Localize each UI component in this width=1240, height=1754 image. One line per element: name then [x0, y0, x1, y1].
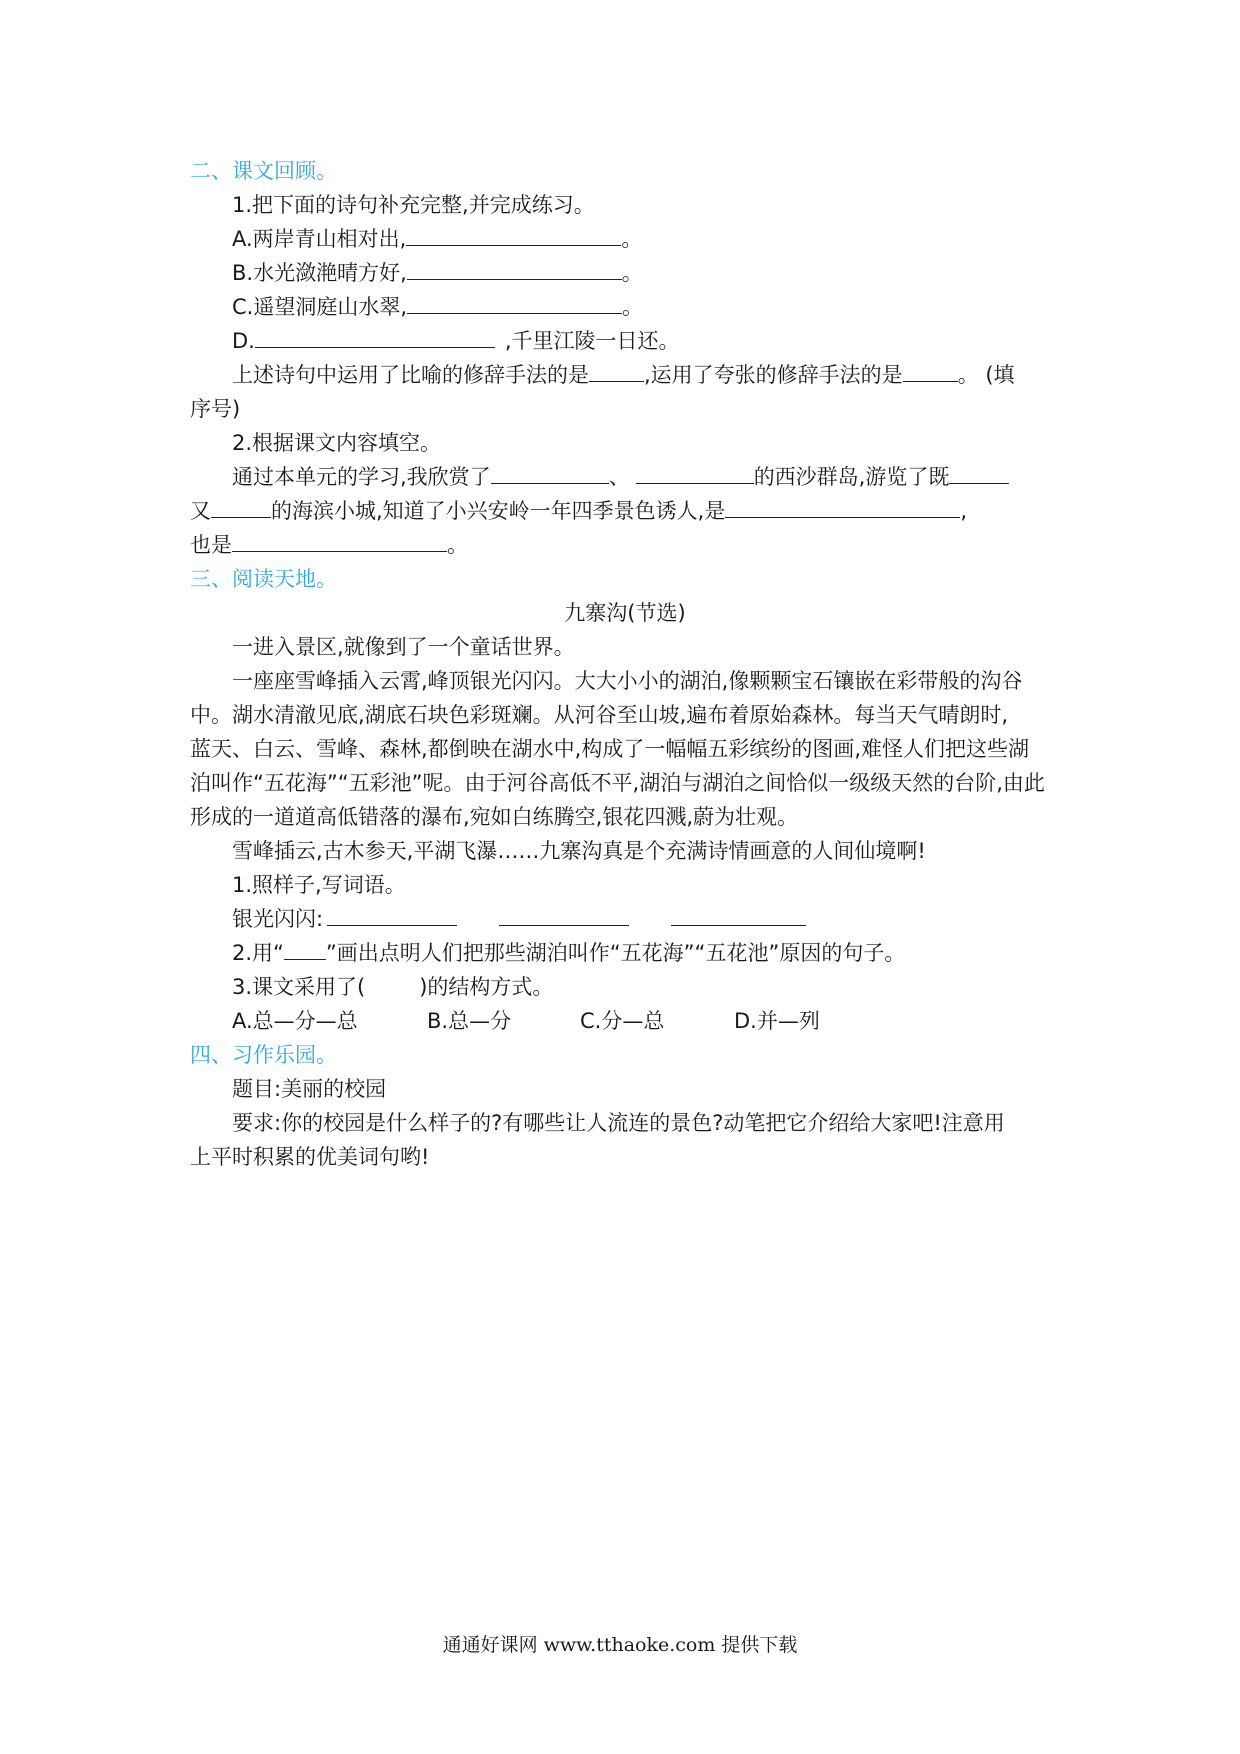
- passage-title: 九寨沟(节选): [564, 601, 686, 625]
- question-text: ,运用了夸张的修辞手法的是: [644, 363, 903, 387]
- fill-blank[interactable]: [903, 361, 958, 382]
- end-mark: 。: [622, 295, 644, 319]
- question-text: 2.用“: [232, 941, 284, 965]
- fill-blank[interactable]: [327, 905, 457, 926]
- end-mark: 。: [621, 227, 643, 251]
- poem-text: D.: [232, 329, 255, 353]
- underline-question: [232, 936, 1060, 970]
- fill-text: 通过本单元的学习,我欣赏了: [232, 465, 491, 489]
- section-heading-review: 二、课文回顾。: [190, 159, 337, 183]
- rhetoric-question-cont: 序号): [190, 397, 241, 421]
- passage-paragraph-1: 一进入景区,就像到了一个童话世界。: [232, 635, 575, 659]
- fill-blank[interactable]: [589, 361, 644, 382]
- fill-blank[interactable]: [407, 259, 622, 280]
- option-a[interactable]: A.总—分—总: [232, 1009, 358, 1033]
- fill-text: 、: [608, 465, 630, 489]
- option-d[interactable]: D.并—列: [734, 1009, 820, 1033]
- fill-text: 的西沙群岛,游览了既: [753, 465, 950, 489]
- fill-blank[interactable]: [725, 497, 960, 518]
- fill-blank[interactable]: [636, 463, 754, 484]
- poem-text: B.水光潋滟晴方好,: [232, 261, 407, 285]
- structure-question: [232, 970, 1060, 1004]
- question-text: 上述诗句中运用了比喻的修辞手法的是: [232, 363, 589, 387]
- fill-text-line2: [190, 494, 1060, 528]
- example-word: 银光闪闪:: [232, 907, 324, 931]
- writing-requirement: 要求:你的校园是什么样子的?有哪些让人流连的景色?动笔把它介绍给大家吧!注意用: [232, 1111, 1005, 1135]
- fill-text-line3: [190, 528, 1060, 562]
- fill-blank[interactable]: [949, 463, 1009, 484]
- poem-text: ,千里江陵一日还。: [504, 329, 680, 353]
- writing-requirement-cont: 上平时积累的优美词句哟!: [190, 1145, 430, 1169]
- fill-blank[interactable]: [406, 225, 621, 246]
- poem-line-b: [232, 256, 1060, 290]
- end-mark: 。: [621, 261, 643, 285]
- fill-blank[interactable]: [407, 293, 622, 314]
- section-heading-writing: 四、习作乐园。: [190, 1043, 337, 1067]
- passage-line: 中。湖水清澈见底,湖底石块色彩斑斓。从河谷至山坡,遍布着原始森林。每当天气晴朗时,: [190, 703, 1009, 727]
- fill-blank[interactable]: [232, 531, 447, 552]
- fill-blank[interactable]: [255, 327, 495, 348]
- option-c[interactable]: C.分—总: [580, 1009, 665, 1033]
- fill-text: 也是: [190, 533, 232, 557]
- question-text: 3.课文采用了(: [232, 975, 366, 999]
- word-example-line: [232, 902, 1060, 936]
- underline-sample: [284, 939, 326, 960]
- question-text: 。 (填: [957, 363, 1015, 387]
- fill-blank[interactable]: [499, 905, 629, 926]
- poem-text: A.两岸青山相对出,: [232, 227, 407, 251]
- fill-text: 。: [447, 533, 468, 557]
- fill-text: ,: [960, 499, 968, 523]
- fill-blank[interactable]: [671, 905, 806, 926]
- fill-text: 的海滨小城,知道了小兴安岭一年四季景色诱人,是: [271, 499, 726, 523]
- fill-blank[interactable]: [211, 497, 271, 518]
- question-text: )的结构方式。: [419, 975, 554, 999]
- fill-text: 又: [190, 499, 211, 523]
- footer-source: 通通好课网 www.tthaoke.com 提供下载: [442, 1634, 798, 1656]
- passage-line: 一座座雪峰插入云霄,峰顶银光闪闪。大大小小的湖泊,像颗颗宝石镶嵌在彩带般的沟谷: [232, 669, 1023, 693]
- question-prompt: 1.把下面的诗句补充完整,并完成练习。: [232, 193, 595, 217]
- fill-text-line1: [232, 460, 1060, 494]
- option-b[interactable]: B.总—分: [427, 1009, 512, 1033]
- passage-line: 泊叫作“五花海”“五彩池”呢。由于河谷高低不平,湖泊与湖泊之间恰似一级级天然的台阶,由此: [190, 771, 1045, 795]
- passage-line: 蓝天、白云、雪峰、森林,都倒映在湖水中,构成了一幅幅五彩缤纷的图画,难怪人们把这些湖: [190, 737, 1030, 761]
- poem-text: C.遥望洞庭山水翠,: [232, 295, 408, 319]
- passage-paragraph-3: 雪峰插云,古木参天,平湖飞瀑……九寨沟真是个充满诗情画意的人间仙境啊!: [232, 839, 926, 863]
- writing-topic: 题目:美丽的校园: [232, 1077, 387, 1101]
- passage-line: 形成的一道道高低错落的瀑布,宛如白练腾空,银花四溅,蔚为壮观。: [190, 805, 799, 829]
- poem-line-d: [232, 324, 1060, 358]
- question-text: ”画出点明人们把那些湖泊叫作“五花海”“五花池”原因的句子。: [325, 941, 906, 965]
- poem-line-c: [232, 290, 1060, 324]
- section-heading-reading: 三、阅读天地。: [190, 567, 337, 591]
- rhetoric-question: [232, 358, 1060, 392]
- poem-line-a: [232, 222, 1060, 256]
- fill-blank[interactable]: [491, 463, 609, 484]
- question-prompt: 1.照样子,写词语。: [232, 873, 406, 897]
- question-prompt: 2.根据课文内容填空。: [232, 431, 442, 455]
